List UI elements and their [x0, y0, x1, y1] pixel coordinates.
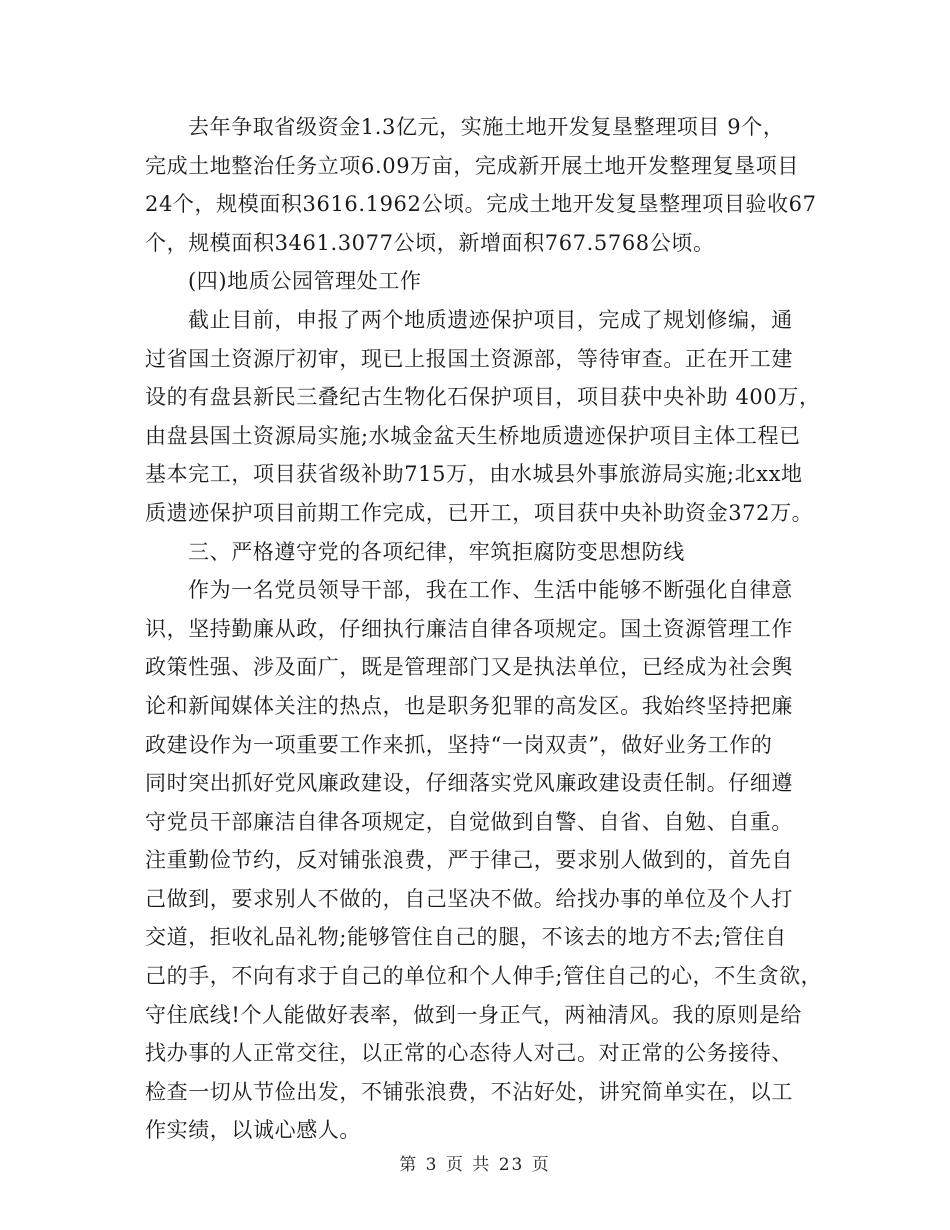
paragraph-line: 识，坚持勤廉从政，仔细执行廉洁自律各项规定。国土资源管理工作 [145, 616, 793, 641]
paragraph-line: 己做到，要求别人不做的，自己坚决不做。给找办事的单位及个人打 [145, 886, 793, 911]
paragraph-line: 论和新闻媒体关注的热点，也是职务犯罪的高发区。我始终坚持把廉 [145, 693, 793, 718]
paragraph-line: 24个，规模面积3616.1962公顷。完成土地开发复垦整理项目验收67 [145, 192, 817, 217]
paragraph-line: 个，规模面积3461.3077公顷，新增面积767.5768公顷。 [145, 230, 715, 255]
paragraph-line: 作实绩，以诚心感人。 [145, 1118, 361, 1143]
paragraph-line: 基本完工，项目获省级补助715万，由水城县外事旅游局实施;北xx地 [145, 462, 803, 487]
paragraph-line: 守住底线!个人能做好表率，做到一身正气，两袖清风。我的原则是给 [145, 1002, 803, 1027]
paragraph-line: 同时突出抓好党风廉政建设，仔细落实党风廉政建设责任制。仔细遵 [145, 771, 793, 796]
paragraph-line: 守党员干部廉洁自律各项规定，自觉做到自警、自省、自勉、自重。 [145, 809, 793, 834]
paragraph-line: 注重勤俭节约，反对铺张浪费，严于律己，要求别人做到的，首先自 [145, 848, 793, 873]
paragraph-line: 政建设作为一项重要工作来抓，坚持“一岗双责”，做好业务工作的 [145, 732, 773, 757]
paragraph-line: 找办事的人正常交往，以正常的心态待人对己。对正常的公务接待、 [145, 1041, 793, 1066]
page-number-footer: 第 3 页 共 23 页 [399, 1155, 551, 1175]
paragraph-line: 由盘县国土资源局实施;水城金盆天生桥地质遗迹保护项目主体工程已 [145, 423, 801, 448]
paragraph-line: 设的有盘县新民三叠纪古生物化石保护项目，项目获中央补助 400万， [145, 385, 821, 410]
section-heading: (四)地质公园管理处工作 [188, 269, 422, 294]
paragraph-line: 作为一名党员领导干部，我在工作、生活中能够不断强化自律意 [188, 578, 793, 603]
paragraph-line: 检查一切从节俭出发，不铺张浪费，不沾好处，讲究简单实在，以工 [145, 1079, 793, 1104]
section-heading: 三、严格遵守党的各项纪律，牢筑拒腐防变思想防线 [188, 539, 685, 564]
paragraph-line: 己的手，不向有求于自己的单位和个人伸手;管住自己的心，不生贪欲， [145, 964, 823, 989]
paragraph-line: 完成土地整治任务立项6.09万亩，完成新开展土地开发整理复垦项目 [145, 153, 799, 178]
body-text [145, 108, 825, 1150]
paragraph-line: 去年争取省级资金1.3亿元，实施土地开发复垦整理项目 9个， [188, 115, 785, 139]
paragraph-line: 交道，拒收礼品礼物;能够管住自己的腿，不该去的地方不去;管住自 [145, 925, 787, 950]
paragraph-line: 政策性强、涉及面广，既是管理部门又是执法单位，已经成为社会舆 [145, 655, 793, 680]
paragraph-line: 截止目前，申报了两个地质遗迹保护项目，完成了规划修编，通 [188, 307, 793, 332]
paragraph-line: 过省国土资源厅初审，现已上报国土资源部，等待审查。正在开工建 [145, 346, 793, 371]
paragraph-line: 质遗迹保护项目前期工作完成，已开工，项目获中央补助资金372万。 [145, 500, 814, 525]
